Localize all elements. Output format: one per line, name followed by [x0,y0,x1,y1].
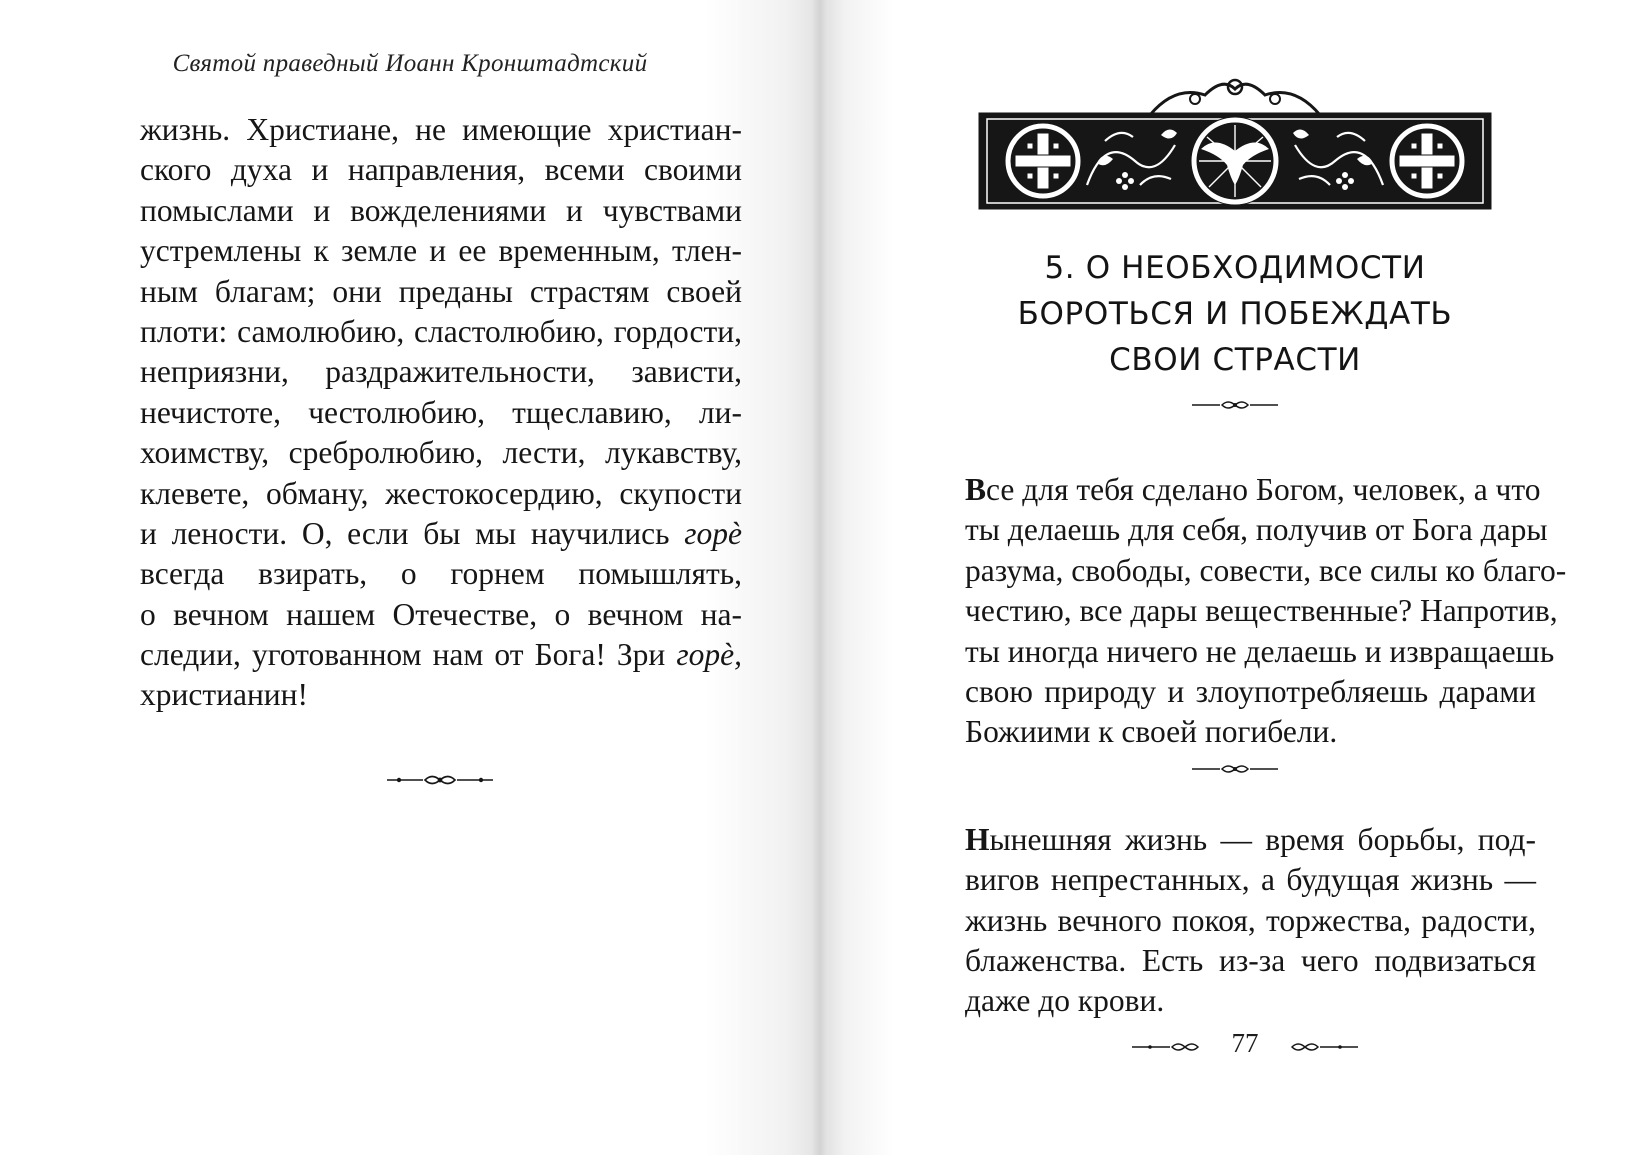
text-line: вигов непрестанных, а будущая жизнь — [965,862,1536,898]
fleuron-ornament-left-end [385,772,495,788]
text-line: ты делаешь для себя, получив от Бога дары [965,512,1548,548]
text-line: плоти: самолюбию, сластолюбию, гордости, [140,313,742,349]
text-line: о вечном нашем Отечестве, о вечном на- [140,596,742,632]
text-line: помыслами и вожделениями и чувствами [140,192,742,228]
italic-word: горѐ [684,515,742,551]
running-head: Святой праведный Иоанн Кронштадтский [172,50,648,77]
text-line [140,635,742,675]
text-segment: следии, уготованном нам от Бога! Зри [140,637,677,673]
italic-word: горѐ, [676,637,742,673]
chapter-title-line: 5. О НЕОБХОДИМОСТИ [1044,250,1426,286]
fleuron-ornament-separator [1190,762,1280,776]
text-line: всегда взирать, о горнем помышлять, [140,556,742,592]
paragraph-1 [965,470,1567,753]
text-line: клевете, обману, жестокосердию, скупости [140,475,742,511]
text-line [965,470,1541,510]
text-segment: и лености. О, если бы мы научились [140,515,685,551]
text-line: честию, все дары вещественные? Напротив, [965,593,1558,629]
text-line: жизнь вечного покоя, торжества, радости, [965,902,1536,938]
text-line: жизнь. Христиане, не имеющие христиан- [140,112,742,147]
text-line: христианин! [140,677,309,713]
initial-letter: Н [965,821,990,857]
text-line: хоимству, сребролюбию, лести, лукавству, [140,435,742,471]
fleuron-ornament-folio-right [1290,1040,1360,1054]
dove-and-crosses-headpiece [975,75,1495,215]
paragraph-2 [965,820,1536,1022]
text-line: нечистоте, честолюбию, тщеславию, ли- [140,394,742,430]
text-line: разума, свободы, совести, все силы ко благо- [965,552,1567,588]
text-line: Божиими к своей погибели. [965,714,1338,750]
text-line: ты иногда ничего не делаешь и извращаешь [965,633,1555,669]
text-line [965,820,1536,860]
text-line: ского духа и направления, всеми своими [140,152,742,188]
fleuron-ornament-title [1190,398,1280,412]
text-line: неприязни, раздражительности, зависти, [140,354,742,390]
text-line: даже до крови. [965,983,1165,1019]
initial-letter: В [965,472,987,507]
chapter-title-line: БОРОТЬСЯ И ПОБЕЖДАТЬ [1017,296,1453,332]
text-line: устремлены к земле и ее временным, тлен- [140,233,742,269]
left-page-text [140,110,742,716]
text-line [140,514,742,554]
chapter-title [900,245,1570,383]
text-line: свою природу и злоупотребляешь дарами [965,673,1536,709]
book-gutter [812,0,828,1155]
page-number: 77 [1231,1028,1259,1058]
text-line: блаженства. Есть из-за чего подвизаться [965,942,1536,978]
chapter-title-line: СВОИ СТРАСТИ [1109,342,1361,378]
right-page-text [965,470,1567,1022]
text-segment: ынешняя жизнь — время борьбы, под- [989,821,1536,857]
text-segment: се для тебя сделано Богом, человек, а что [986,472,1541,507]
text-line: ным благам; они преданы страстям своей [140,273,742,309]
